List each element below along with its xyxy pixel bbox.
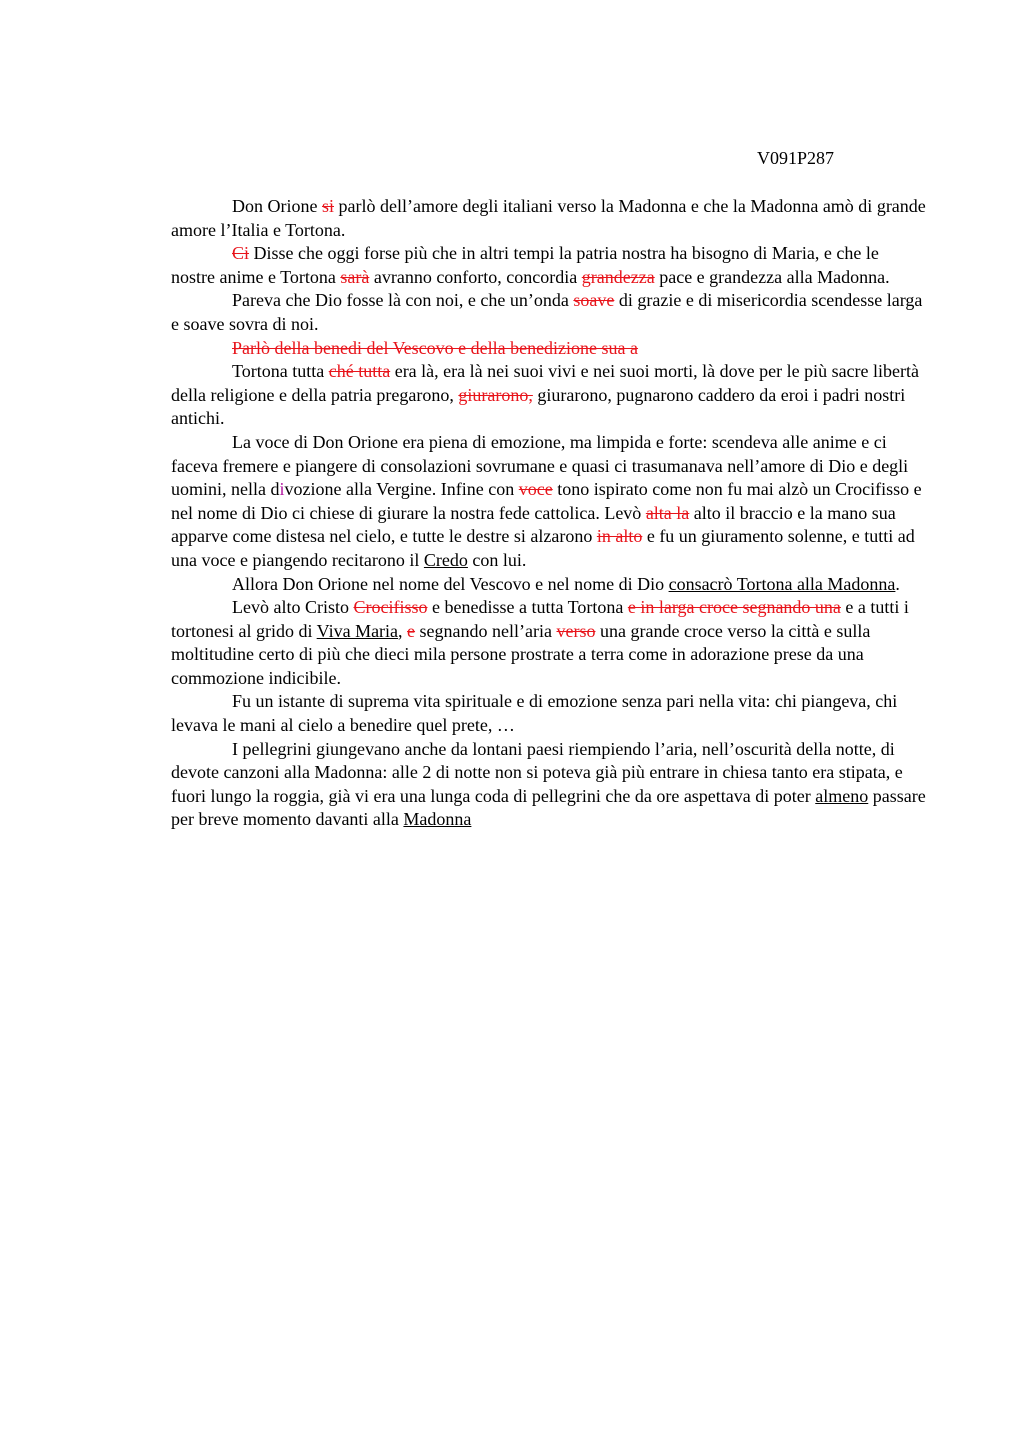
- text-run: tono ispirato come non fu mai alzò un Crocifisso e nel nome di Dio ci chiese di giurare la nostra fede cattolica. Levò: [171, 479, 922, 523]
- paragraph: [171, 242, 927, 289]
- text-run: Allora Don Orione nel nome del Vescovo e nel nome di Dio: [232, 573, 669, 594]
- underlined-text: consacrò Tortona alla Madonna: [668, 573, 896, 594]
- deleted-text: giurarono,: [458, 384, 533, 405]
- paragraph: [171, 360, 927, 431]
- paragraph: [171, 738, 927, 832]
- document-id: V091P287: [757, 148, 835, 168]
- text-run: segnando nell’aria: [415, 620, 557, 641]
- underlined-text: Credo: [423, 549, 468, 570]
- deleted-text: e: [407, 620, 416, 641]
- deleted-text: grandezza: [581, 266, 655, 287]
- deleted-text: Parlò della benedi del Vescovo e della benedizione sua a: [232, 337, 639, 358]
- text-run: e fu un giuramento solenne, e tutti ad una voce e piangendo recitarono il: [171, 526, 915, 570]
- text-run: e a tutti i tortonesi al grido di: [171, 597, 909, 641]
- text-run: I pellegrini giungevano anche da lontani paesi riempiendo l’aria, nell’oscurità della notte, di devote canzoni alla Madonna: alle 2 di notte non si poteva già più entrare in chiesa tanto era stipata, e fuori lungo la roggia, già vi era una lunga coda di pellegrini che da ore aspettava di poter: [171, 738, 903, 806]
- text-run: e benedisse a tutta Tortona: [427, 597, 628, 618]
- text-run: Disse che oggi forse più che in altri tempi la patria nostra ha bisogno di Maria, e che le nostre anime e Tortona: [171, 243, 879, 287]
- deleted-text: Crocifisso: [353, 597, 428, 618]
- text-run: .: [895, 573, 900, 594]
- deleted-text: e in larga croce segnando una: [627, 597, 841, 618]
- text-run: parlò dell’amore degli italiani verso la Madonna e che la Madonna amò di grande amore l’Italia e Tortona.: [171, 196, 926, 240]
- deleted-text: Ci: [232, 243, 250, 264]
- paragraph: [171, 289, 927, 336]
- deleted-text: sarà: [340, 266, 370, 287]
- underlined-text: Viva Maria: [316, 620, 399, 641]
- document-body: [171, 195, 927, 832]
- text-run: La voce di Don Orione era piena di emozione, ma limpida e forte: scendeva alle anime e ci faceva fremere e piangere di consolazioni sovrumane e quasi ci trasumanava nell’amore di Dio e degli uomini, nella d: [171, 431, 909, 500]
- paragraph: [171, 337, 927, 361]
- deleted-text: ché tutta: [328, 361, 391, 382]
- deleted-text: in alto: [596, 526, 643, 547]
- text-run: Pareva che Dio fosse là con noi, e che un’onda: [232, 290, 574, 311]
- deleted-text: voce: [518, 479, 553, 500]
- deleted-text: verso: [556, 620, 596, 641]
- text-run: con lui.: [467, 549, 527, 570]
- deleted-text: soave: [573, 290, 615, 311]
- text-run: avranno conforto, concordia: [369, 266, 582, 287]
- paragraph: [171, 431, 927, 573]
- text-run: alto il braccio e la mano sua apparve come distesa nel cielo, e tutte le destre si alzarono: [171, 502, 896, 547]
- underlined-text: Madonna: [403, 809, 472, 830]
- text-run: era là, era là nei suoi vivi e nei suoi morti, là dove per le più sacre libertà della religione e della patria pregarono,: [171, 361, 920, 405]
- inserted-text: i: [279, 479, 285, 500]
- text-run: una grande croce verso la città e sulla moltitudine certo di più che dieci mila persone prostrate a terra come in adorazione prese da una commozione indicibile.: [171, 620, 871, 688]
- text-run: di grazie e di misericordia scendesse larga e soave sovra di noi.: [171, 290, 923, 334]
- underlined-text: almeno: [815, 785, 869, 806]
- text-run: vozione alla Vergine. Infine con: [284, 479, 519, 500]
- deleted-text: alta la: [645, 502, 690, 523]
- paragraph: [171, 690, 927, 737]
- text-run: Levò alto Cristo: [232, 597, 354, 618]
- text-run: giurarono, pugnarono caddero da eroi i padri nostri antichi.: [171, 384, 906, 429]
- deleted-text: si: [321, 196, 334, 216]
- text-run: Tortona tutta: [232, 361, 329, 382]
- text-run: Fu un istante di suprema vita spirituale e di emozione senza pari nella vita: chi piangeva, chi levava le mani al cielo a benedire quel prete, …: [171, 691, 898, 736]
- paragraph: [171, 195, 927, 242]
- paragraph: [171, 596, 927, 690]
- text-run: Don Orione: [232, 196, 322, 216]
- paragraph: [171, 573, 927, 597]
- text-run: pace e grandezza alla Madonna.: [654, 266, 890, 287]
- text-run: ,: [398, 620, 408, 641]
- text-run: passare per breve momento davanti alla: [171, 785, 926, 830]
